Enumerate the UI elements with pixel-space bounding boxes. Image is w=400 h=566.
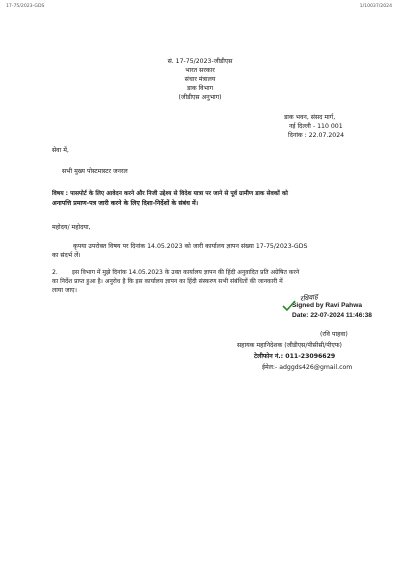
signatory-designation: सहायक महानिदेशक (जीडीएस/पीसीसी/पीएफ): [237, 342, 342, 349]
subject-line-1: विषय : पासपोर्ट के लिए आवेदन करने और निजी उद्देश्य से विदेश यात्रा पर जाने से पूर्व ग्रामीण डाक सेवकों को: [52, 191, 288, 197]
para2-line1: इस विभाग में मुझे दिनांक 14.05.2023 के उक्त कार्यालय ज्ञापन की हिंदी अनुवादित प्रति अग्रेषित करने: [72, 269, 300, 276]
para2-line2: का निर्देश प्राप्त हुआ है। अनुरोध है कि इस कार्यालय ज्ञापन का हिंदी संस्करण सभी संबंधितों की जानकारी में: [52, 278, 283, 285]
address-block: [284, 113, 344, 140]
handwritten-signature: रविवाह: [299, 292, 319, 304]
letterhead: [140, 57, 260, 102]
salutation-to: सेवा में,: [52, 147, 69, 154]
recipient-name: सभी मुख्य पोस्टमास्टर जनरल: [62, 168, 128, 175]
signatory-email: ईमेल:- adggds426@gmail.com: [262, 364, 353, 371]
para2-line3: लाया जाए।: [52, 287, 77, 294]
subject: [52, 190, 288, 209]
government-name: भारत सरकार: [185, 67, 215, 74]
address-city: नई दिल्ली - 110 001: [289, 123, 343, 130]
print-header-right: 1/10037/2024: [359, 4, 392, 9]
ministry-name: संचार मंत्रालय: [184, 76, 216, 83]
para1-line2: का संदर्भ लें।: [52, 252, 81, 259]
address-building: डाक भवन, संसद मार्ग,: [284, 114, 336, 121]
salutation: महोदय/ महोदया,: [52, 224, 91, 231]
section-name: (जीडीएस अनुभाग): [178, 94, 222, 101]
subject-line-2: अनापत्ति प्रमाण-पत्र जारी करने के लिए दिशा-निर्देशों के संबंध में।: [52, 200, 199, 208]
file-number: सं. 17-75/2023-जीडीएस: [167, 58, 233, 65]
signatory-name: (रवि पाहवा): [320, 331, 348, 338]
print-header-left: 17-75/2023-GDS: [6, 4, 45, 9]
letter-date: दिनांक : 22.07.2024: [288, 132, 345, 139]
para2-number: 2.: [52, 269, 58, 276]
department-name: डाक विभाग: [186, 85, 214, 92]
signature-date: Date: 22-07-2024 11:46:38: [292, 312, 372, 319]
signature-check-icon: [282, 300, 296, 312]
digital-signature: [292, 302, 372, 319]
signed-by: Signed by Ravi Pahwa: [292, 302, 362, 309]
signatory-phone: टेलीफोन नं.: 011-23096629: [254, 353, 336, 360]
para1-line1: कृपया उपरोक्त विषय पर दिनांक 14.05.2023 को जारी कार्यालय ज्ञापन संख्या 17-75/2023-GDS: [73, 243, 308, 250]
